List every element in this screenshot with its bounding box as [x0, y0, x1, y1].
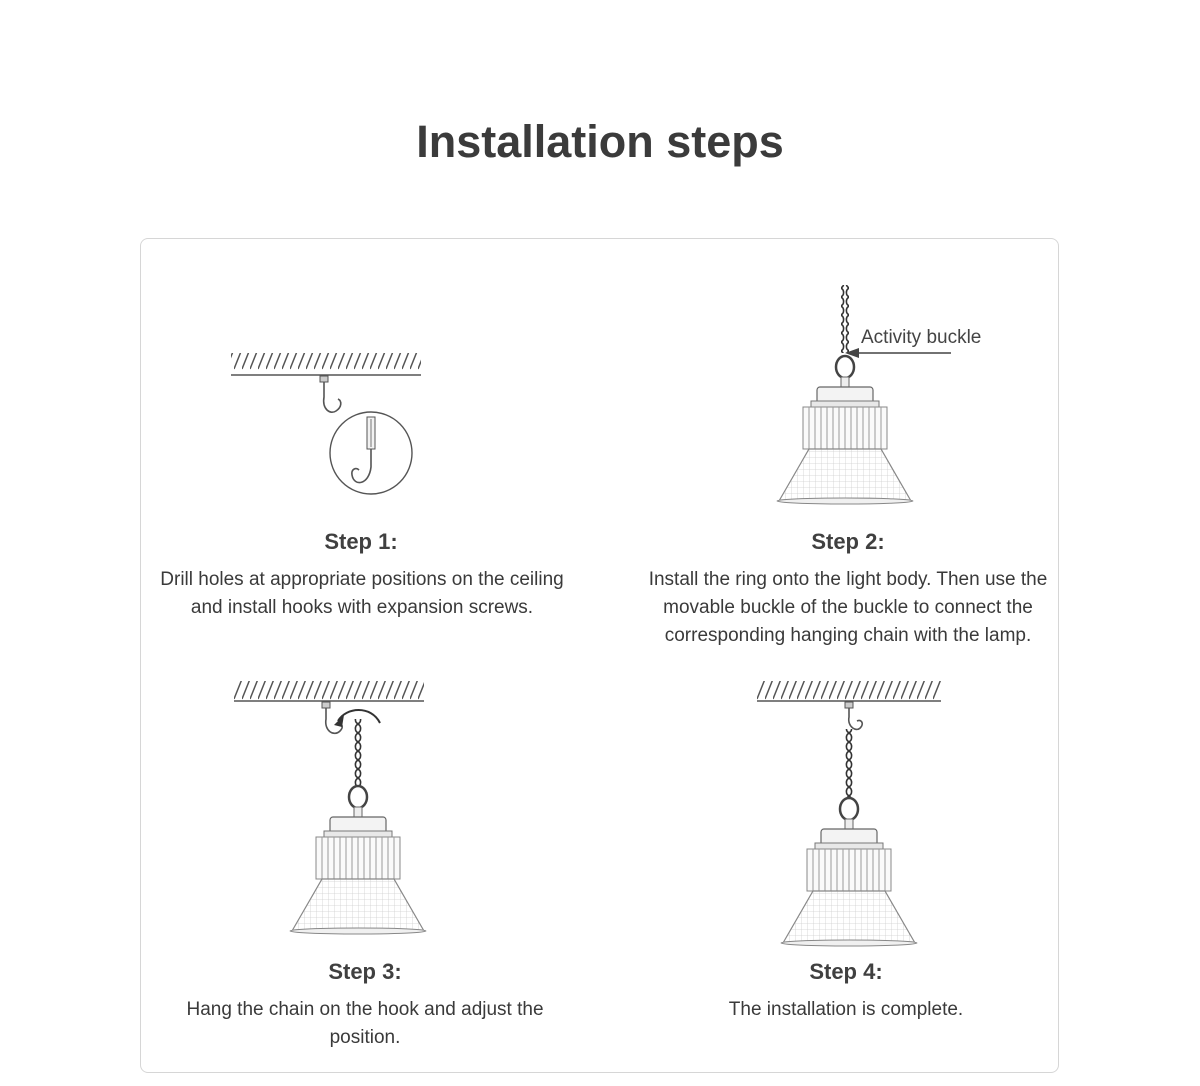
step-4-text: The installation is complete.	[728, 999, 964, 1020]
step-3-text: Hang the chain on the hook and adjust the position.	[186, 999, 544, 1048]
installed-lamp-icon	[749, 679, 959, 944]
activity-buckle-label: Activity buckle	[861, 327, 982, 348]
page-title: Installation steps	[416, 116, 784, 167]
step-2-heading: Step 2:	[811, 529, 885, 554]
steps-card	[140, 238, 1059, 1073]
step-1-text: Drill holes at appropriate positions on the ceiling and install hooks with expansion screws.	[160, 569, 564, 618]
step-2-text: Install the ring onto the light body. Then use the movable buckle of the buckle to connect the corresponding hanging chain with the lamp.	[648, 569, 1048, 646]
hang-chain-on-hook-icon	[226, 679, 436, 929]
ceiling-hook-drill-icon	[226, 349, 426, 499]
lamp-with-chain-buckle-icon	[741, 279, 1021, 519]
step-3-heading: Step 3:	[328, 959, 402, 984]
step-4-heading: Step 4:	[809, 959, 883, 984]
step-1-heading: Step 1:	[324, 529, 398, 554]
